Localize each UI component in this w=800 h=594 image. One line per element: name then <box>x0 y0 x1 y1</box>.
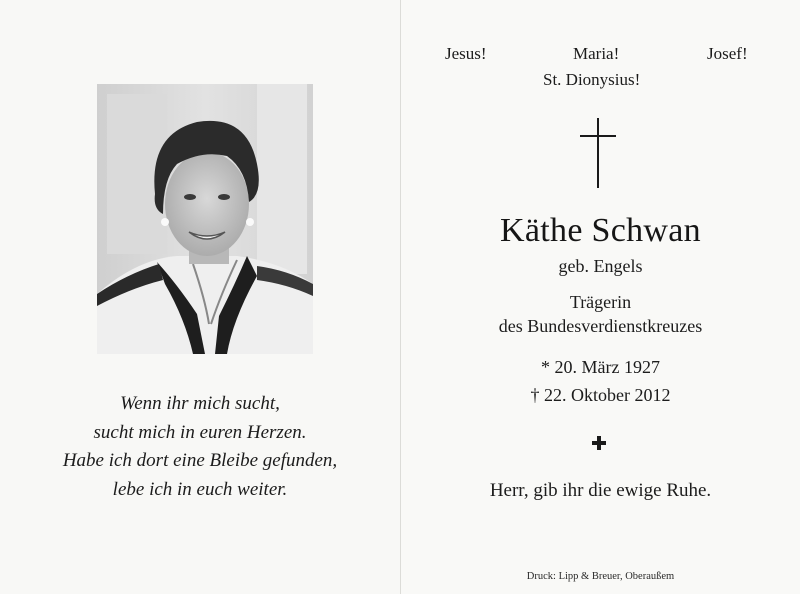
portrait-photo <box>97 84 313 354</box>
portrait-photo-icon <box>97 84 313 354</box>
invocation-jesus: Jesus! <box>445 44 487 63</box>
death-date: † 22. Oktober 2012 <box>530 385 671 405</box>
poem-line: Habe ich dort eine Bleibe gefunden, <box>62 450 338 471</box>
printer-credit: Druck: Lipp & Breuer, Oberaußem <box>526 571 675 582</box>
poem-line: Wenn ihr mich sucht, <box>120 393 280 414</box>
invocation-josef: Josef! <box>707 44 748 63</box>
small-cross-icon <box>592 436 606 450</box>
prayer-text: Herr, gib ihr die ewige Ruhe. <box>489 480 712 501</box>
poem-line: sucht mich in euren Herzen. <box>93 421 307 443</box>
invocation-dionysius: St. Dionysius! <box>543 70 641 89</box>
birth-date: * 20. März 1927 <box>541 357 660 377</box>
poem-line: lebe ich in euch weiter. <box>112 478 288 500</box>
poem <box>20 390 380 504</box>
honor-line-2: des Bundesverdienstkreuzes <box>498 316 703 336</box>
invocation-maria: Maria! <box>573 44 620 63</box>
maiden-name: geb. Engels <box>558 256 643 276</box>
cross-icon <box>580 118 616 188</box>
honor-line-1: Trägerin <box>569 292 632 312</box>
deceased-name: Käthe Schwan <box>500 212 701 249</box>
